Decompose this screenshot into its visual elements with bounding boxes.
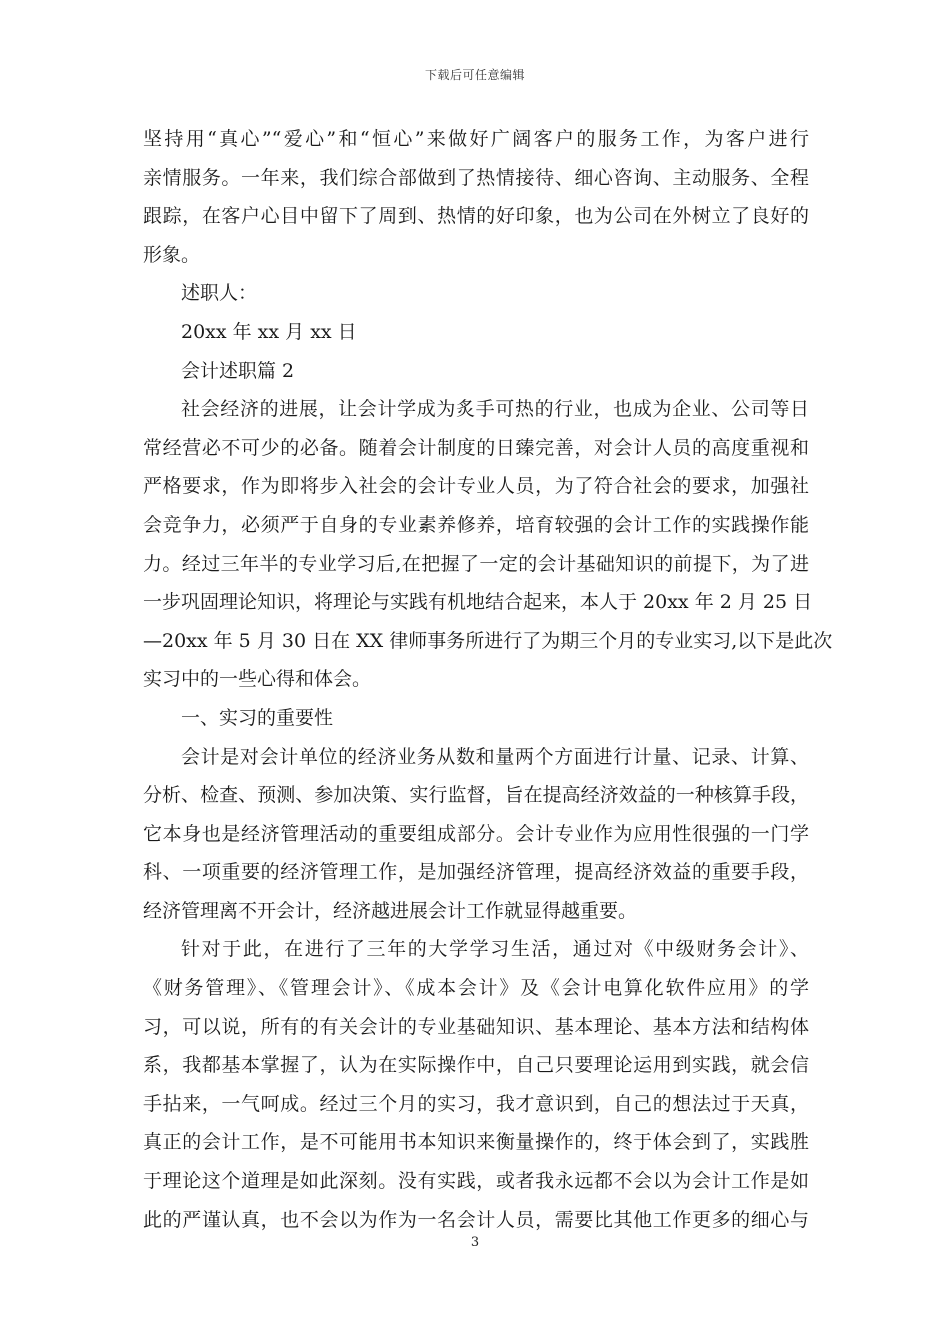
text-line: 会计述职篇 2 — [181, 359, 295, 382]
text-line: 真正的会计工作，是不可能用书本知识来衡量操作的，终于体会到了，实践胜 — [143, 1131, 809, 1154]
text-line: 严格要求，作为即将步入社会的会计专业人员，为了符合社会的要求，加强社 — [143, 475, 809, 498]
text-line: 经济管理离不开会计，经济越进展会计工作就显得越重要。 — [143, 899, 638, 922]
text-line: 《财务管理》、《管理会计》、《成本会计》及《会计电算化软件应用》的学 — [143, 977, 809, 1000]
text-line: 系，我都基本掌握了，认为在实际操作中，自己只要理论运用到实践，就会信 — [143, 1054, 809, 1077]
page-header: 下载后可任意编辑 — [424, 68, 525, 82]
text-line: 会计是对会计单位的经济业务从数和量两个方面进行计量、记录、计算、 — [181, 745, 809, 768]
text-line: 它本身也是经济管理活动的重要组成部分。会计专业作为应用性很强的一门学 — [143, 822, 809, 845]
text-line: 分析、检查、预测、参加决策、实行监督，旨在提高经济效益的一种核算手段， — [143, 784, 809, 807]
text-line: 坚持用“真心”“爱心”和“恒心”来做好广阔客户的服务工作，为客户进行 — [143, 128, 809, 150]
text-line: 述职人： — [181, 282, 258, 305]
text-line: 力。经过三年半的专业学习后,在把握了一定的会计基础知识的前提下，为了进 — [143, 552, 809, 575]
text-line: 此的严谨认真，也不会以为作为一名会计人员，需要比其他工作更多的细心与 — [143, 1208, 809, 1231]
text-line: 会竞争力，必须严于自身的专业素养修养，培育较强的会计工作的实践操作能 — [143, 513, 809, 536]
text-line: 一步巩固理论知识，将理论与实践有机地结合起来，本人于 20xx 年 2 月 25 日 — [143, 591, 813, 614]
text-line: 科、一项重要的经济管理工作，是加强经济管理，提高经济效益的重要手段， — [143, 861, 809, 884]
text-line: 一、实习的重要性 — [181, 706, 334, 729]
text-line: 常经营必不可少的必备。随着会计制度的日臻完善，对会计人员的高度重视和 — [143, 436, 809, 459]
text-line: 20xx 年 xx 月 xx 日 — [181, 320, 357, 343]
text-line: —20xx 年 5 月 30 日在 XX 律师事务所进行了为期三个月的专业实习,以下是此次 — [143, 629, 833, 652]
text-line: 实习中的一些心得和体会。 — [143, 668, 372, 691]
document-body — [143, 126, 833, 1245]
text-line: 习，可以说，所有的有关会计的专业基础知识、基本理论、基本方法和结构体 — [143, 1015, 809, 1038]
text-line: 跟踪，在客户心目中留下了周到、热情的好印象，也为公司在外树立了良好的 — [143, 205, 809, 228]
text-line: 于理论这个道理是如此深刻。没有实践，或者我永远都不会以为会计工作是如 — [143, 1170, 809, 1193]
text-line: 针对于此，在进行了三年的大学学习生活，通过对《中级财务会计》、 — [181, 938, 809, 961]
text-line: 亲情服务。一年来，我们综合部做到了热情接待、细心咨询、主动服务、全程 — [143, 166, 809, 189]
text-line: 形象。 — [143, 243, 201, 266]
text-line: 手拈来，一气呵成。经过三个月的实习，我才意识到，自己的想法过于天真， — [143, 1092, 809, 1115]
page-number: 3 — [470, 1235, 480, 1250]
text-line: 社会经济的进展，让会计学成为炙手可热的行业，也成为企业、公司等日 — [181, 398, 809, 421]
